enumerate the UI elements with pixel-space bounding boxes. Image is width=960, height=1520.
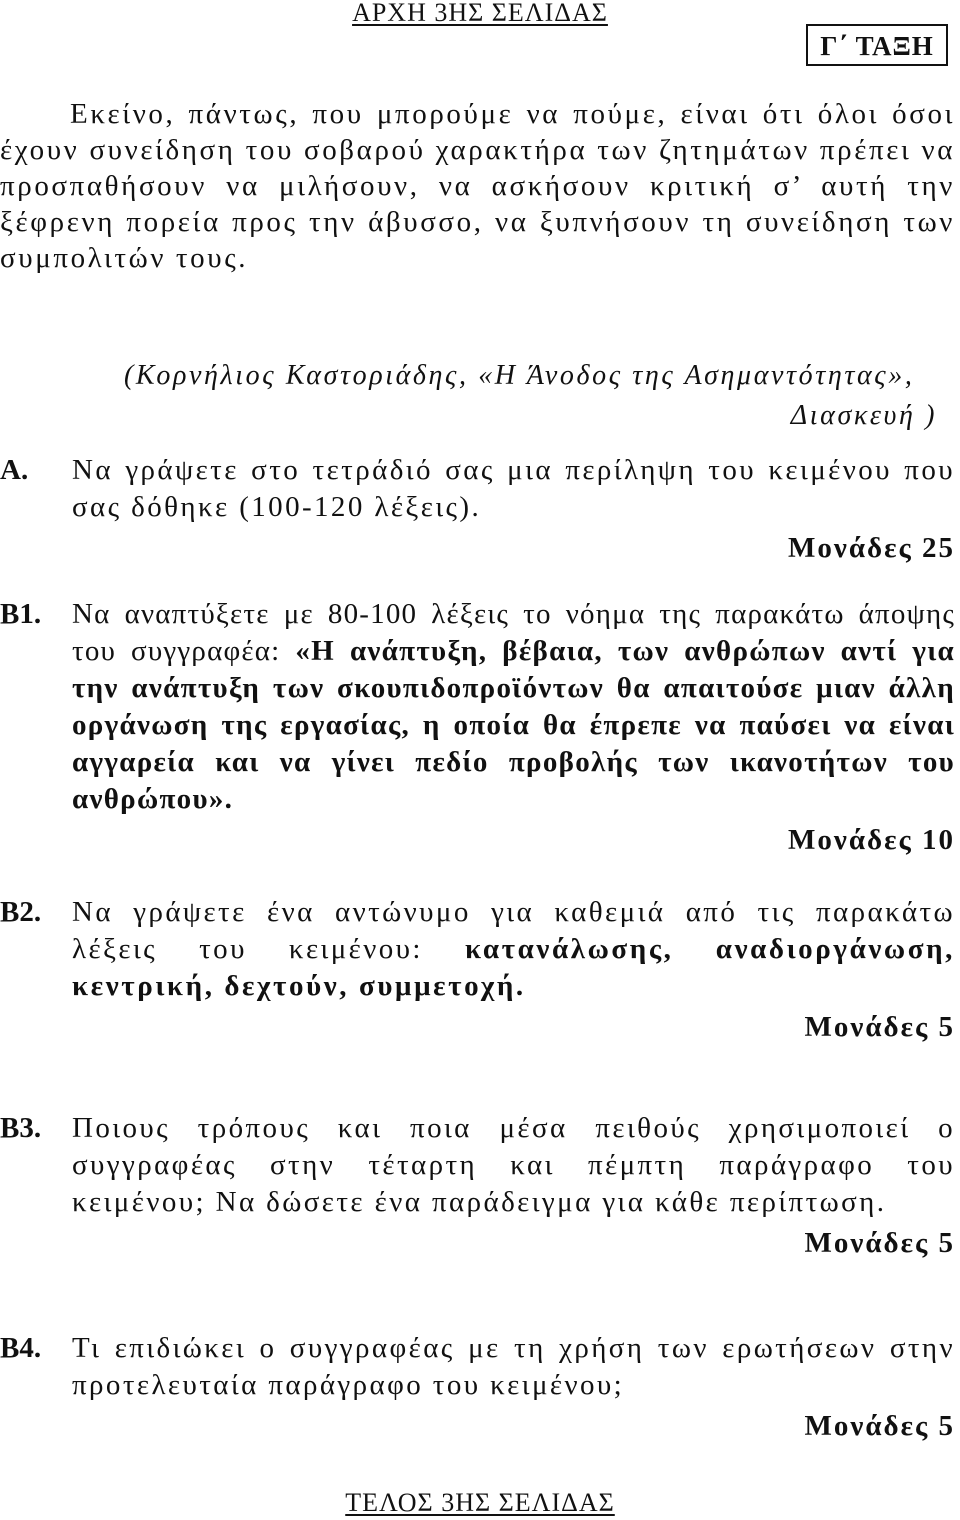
question-b1-text: Να αναπτύξετε με 80-100 λέξεις το νόημα της παρακάτω άποψης του συγγραφέα:: [72, 598, 955, 667]
question-b2-words: κατανάλωσης, αναδιοργάνωση, κεντρική, δεχτούν, συμμετοχή.: [72, 933, 955, 1002]
question-a-label: Α.: [0, 454, 29, 486]
page-end-footer: ΤΕΛΟΣ 3ΗΣ ΣΕΛΙΔΑΣ: [345, 1488, 615, 1517]
question-b3: [0, 1110, 955, 1262]
question-b1: [0, 596, 955, 859]
question-b3-label: Β3.: [0, 1112, 42, 1144]
question-b4-label: Β4.: [0, 1332, 42, 1364]
passage-source: [0, 356, 955, 436]
question-b4-points: Μονάδες 5: [804, 1410, 955, 1442]
page-start-header: ΑΡΧΗ 3ΗΣ ΣΕΛΙΔΑΣ: [352, 0, 608, 27]
source-line-1: (Κορνήλιος Καστοριάδης, «Η Άνοδος της Ασημαντότητας»,: [124, 360, 915, 391]
question-b3-points: Μονάδες 5: [804, 1227, 955, 1259]
question-b2-body: [0, 894, 955, 1005]
question-b2-points: Μονάδες 5: [804, 1011, 955, 1043]
question-b2: [0, 894, 955, 1046]
question-a-points: Μονάδες 25: [788, 532, 955, 564]
question-b1-body: [0, 596, 955, 818]
question-b1-label: Β1.: [0, 598, 42, 630]
question-b4-text: Τι επιδιώκει ο συγγραφέας με τη χρήση των ερωτήσεων στην προτελευταία παράγραφο του κειμένου;: [72, 1332, 955, 1401]
question-b2-text: Να γράψετε ένα αντώνυμο για καθεμιά από τις παρακάτω λέξεις του κειμένου:: [72, 896, 955, 965]
class-label-box: Γ΄ ΤΑΞΗ: [806, 24, 948, 66]
question-b4: [0, 1330, 955, 1445]
question-b3-text: Ποιους τρόπους και ποια μέσα πειθούς χρησιμοποιεί ο συγγραφέας στην τέταρτη και πέμπτη παράγραφο του κειμένου; Να δώσετε ένα παράδειγμα για κάθε περίπτωση.: [72, 1112, 955, 1218]
question-b2-label: Β2.: [0, 896, 42, 928]
passage-text: Εκείνο, πάντως, που μπορούμε να πούμε, είναι ότι όλοι όσοι έχουν συνείδηση του σοβαρού χαρακτήρα των ζητημάτων πρέπει να προσπαθήσουν να μιλήσουν, να ασκήσουν κριτική σ’ αυτή την ξέφρενη πορεία προς την άβυσσο, να ξυπνήσουν τη συνείδηση των συμπολιτών τους.: [0, 98, 955, 274]
source-line-2: Διασκευή ): [790, 400, 937, 431]
passage-excerpt: [0, 96, 955, 276]
question-a: [0, 452, 955, 567]
question-a-text: Να γράψετε στο τετράδιό σας μια περίληψη του κειμένου που σας δόθηκε (100-120 λέξεις).: [72, 454, 955, 523]
question-b1-points: Μονάδες 10: [788, 824, 955, 856]
question-b1-quote: «Η ανάπτυξη, βέβαια, των ανθρώπων αντί για την ανάπτυξη των σκουπιδοπροϊόντων θα απαιτούσε μιαν άλλη οργάνωση της εργασίας, η οποία θα έπρεπε να παύσει να είναι αγγαρεία και να γίνει πεδίο προβολής των ικανοτήτων του ανθρώπου».: [72, 635, 955, 815]
